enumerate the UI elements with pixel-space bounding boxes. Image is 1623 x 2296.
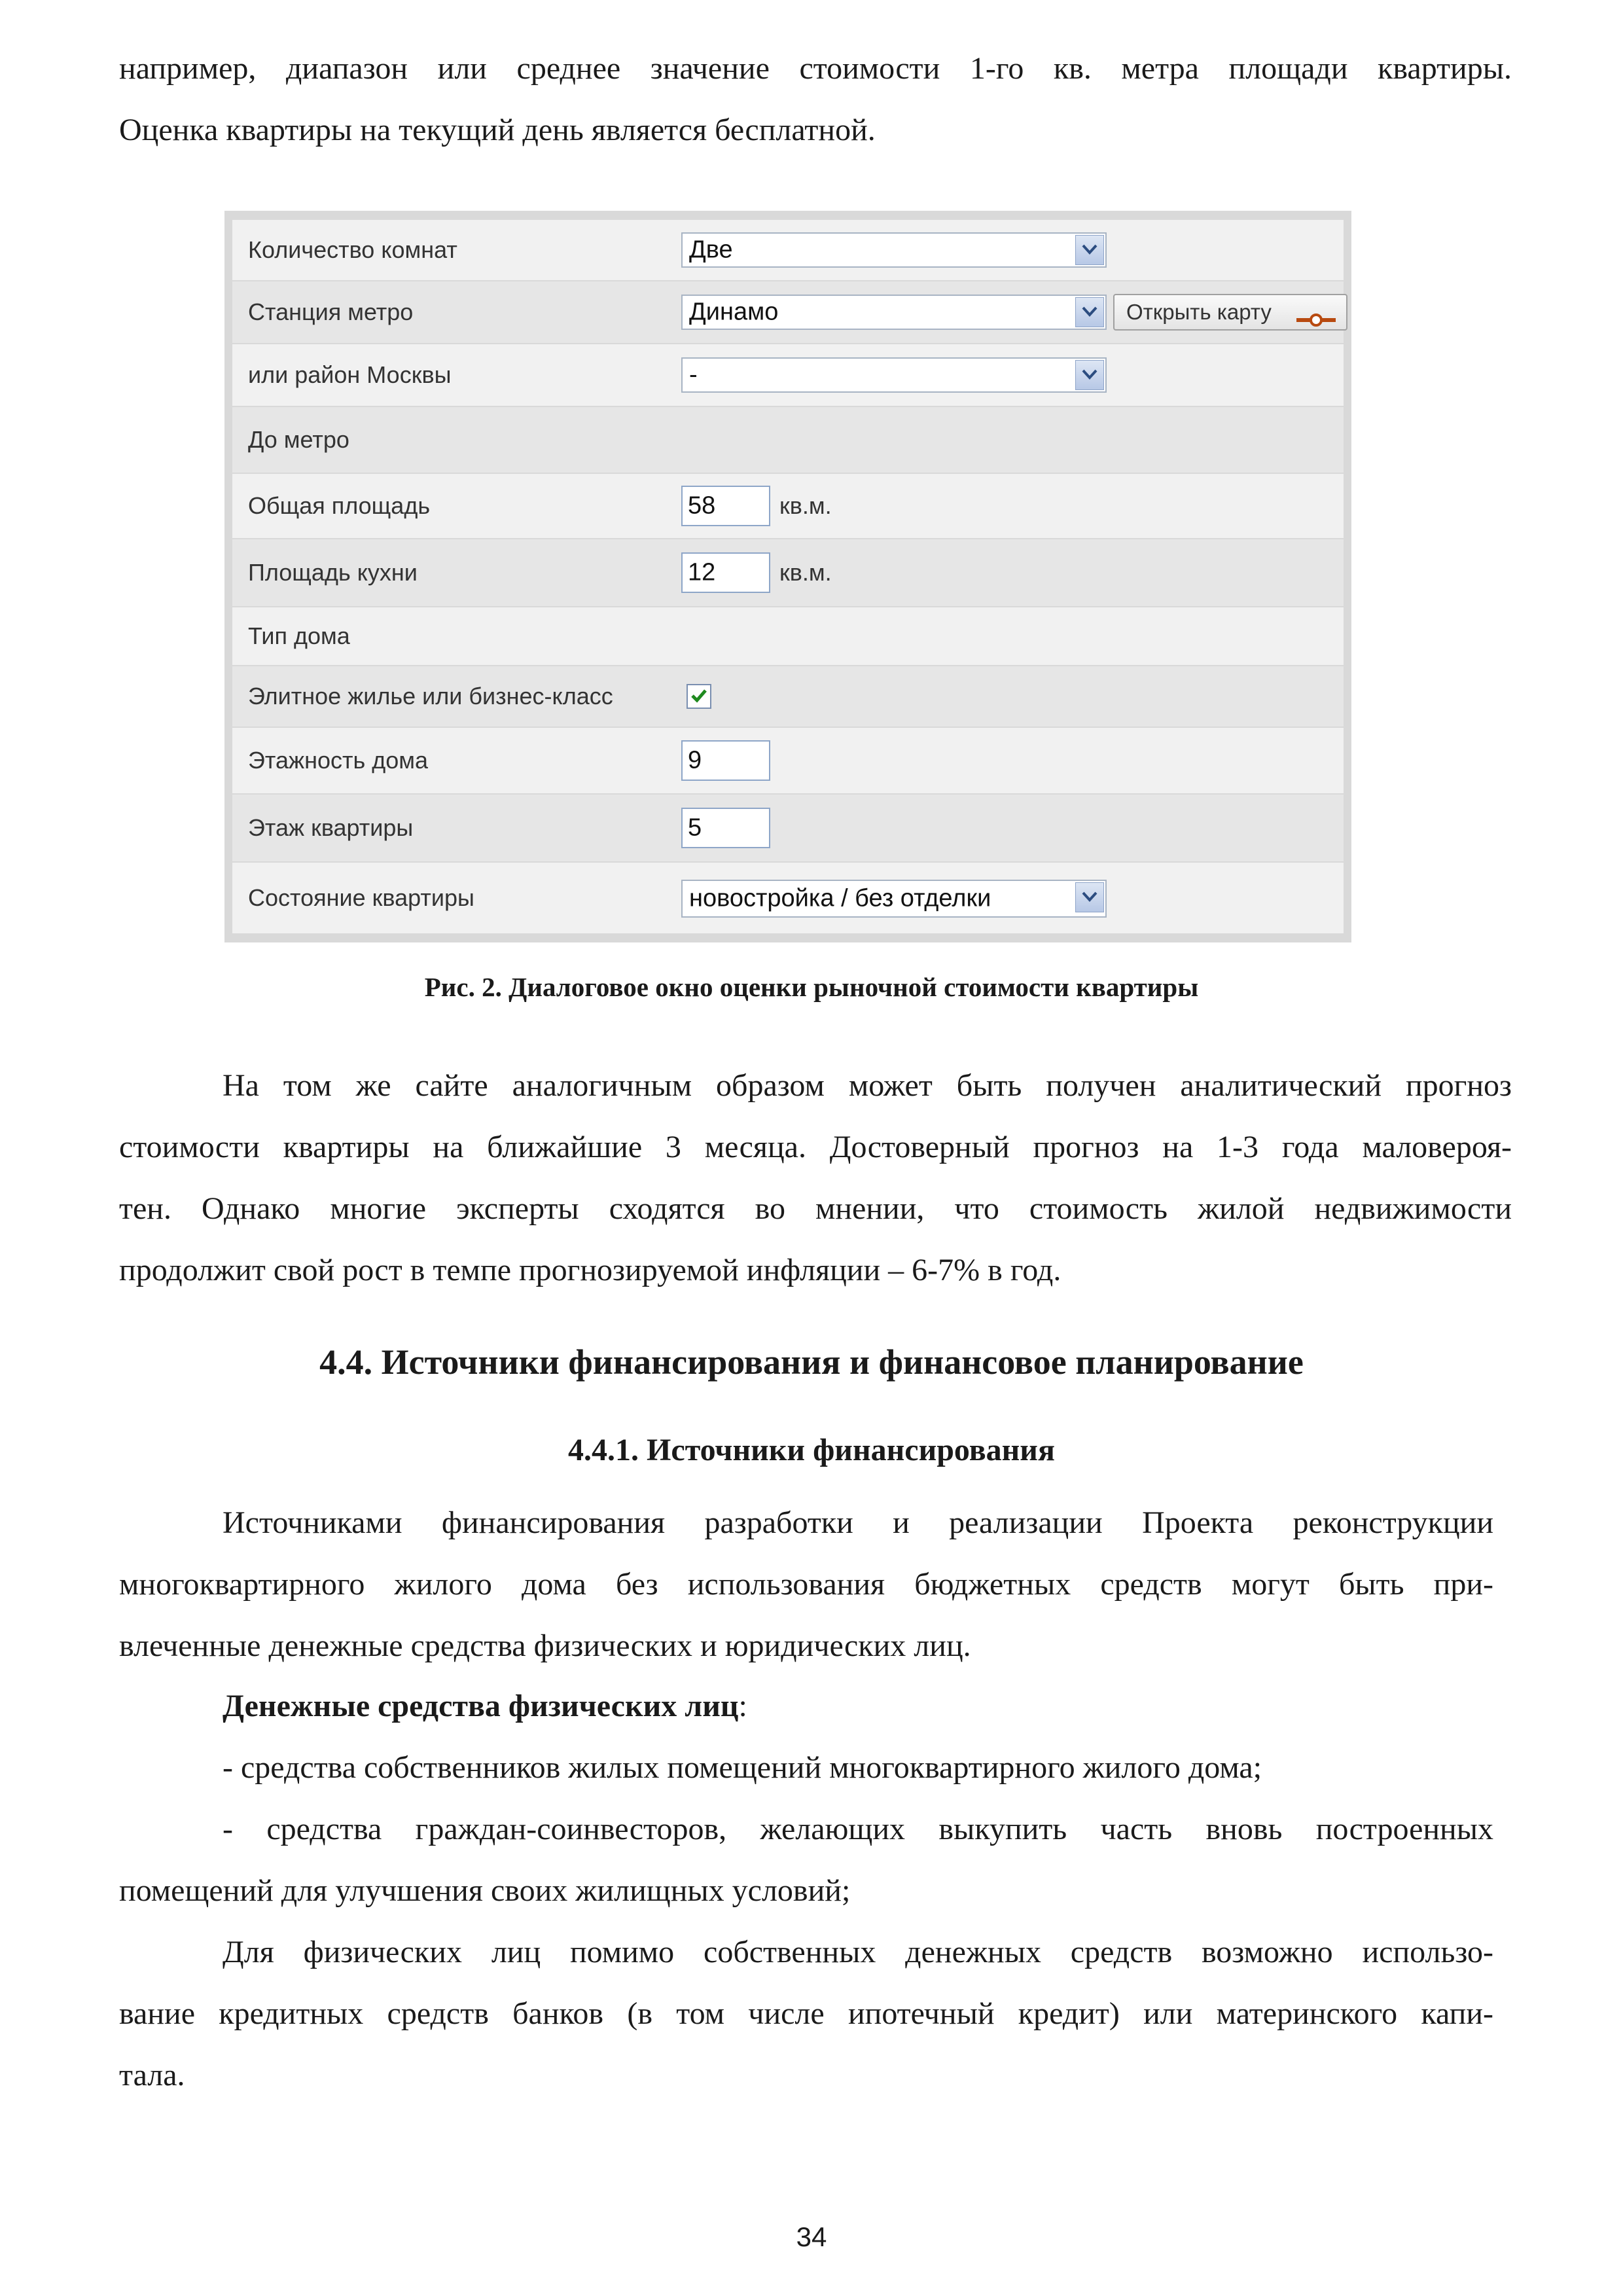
condition-label: Состояние квартиры xyxy=(248,884,474,911)
rooms-row xyxy=(232,220,1344,280)
metro-select[interactable] xyxy=(681,295,1107,330)
kitchen-area-value: 12 xyxy=(688,558,716,586)
paragraph-line: На том же сайте аналогичным образом может быть получен аналитический прогноз xyxy=(223,1068,1512,1103)
credit-paragraph xyxy=(119,1922,1493,2106)
floor-value: 5 xyxy=(688,814,702,842)
floors-value: 9 xyxy=(688,746,702,774)
paragraph-line: Источниками финансирования разработки и реализации Проекта реконструкции xyxy=(223,1505,1493,1540)
list-item-line: помещений для улучшения своих жилищных условий; xyxy=(119,1873,851,1908)
kitchen-area-row xyxy=(232,539,1344,606)
figure-caption: Рис. 2. Диалоговое окно оценки рыночной стоимости квартиры xyxy=(424,972,1199,1002)
to-metro-label: До метро xyxy=(248,426,349,453)
chevron-down-icon xyxy=(1075,235,1104,265)
floor-row xyxy=(232,795,1344,861)
condition-row xyxy=(232,863,1344,933)
rooms-label: Количество комнат xyxy=(248,236,457,263)
total-area-label: Общая площадь xyxy=(248,492,431,519)
elite-row xyxy=(232,666,1344,726)
apartment-valuation-form xyxy=(224,211,1351,942)
total-area-unit: кв.м. xyxy=(779,492,832,519)
district-row xyxy=(232,344,1344,406)
to-metro-row xyxy=(232,407,1344,473)
total-area-input[interactable] xyxy=(681,486,770,526)
metro-value: Динамо xyxy=(689,298,779,326)
checkmark-icon xyxy=(690,687,708,705)
kitchen-area-label: Площадь кухни xyxy=(248,559,418,586)
paragraph-line: тен. Однако многие эксперты сходятся во мнении, что стоимость жилой недвижимости xyxy=(119,1191,1512,1226)
chevron-down-icon xyxy=(1075,882,1104,912)
financing-paragraph xyxy=(119,1492,1493,1677)
paragraph-line: многоквартирного жилого дома без использования бюджетных средств могут быть при- xyxy=(119,1567,1493,1602)
open-map-button[interactable] xyxy=(1113,294,1347,331)
district-label: или район Москвы xyxy=(248,361,452,388)
subsection-heading: 4.4.1. Источники финансирования xyxy=(568,1433,1055,1467)
intro-line: Оценка квартиры на текущий день является бесплатной. xyxy=(119,113,876,147)
list-item xyxy=(119,1799,1493,1922)
house-type-label: Тип дома xyxy=(248,622,350,649)
intro-paragraph xyxy=(119,38,1512,161)
condition-value: новостройка / без отделки xyxy=(689,884,991,912)
condition-select[interactable] xyxy=(681,880,1107,918)
paragraph-line: Для физических лиц помимо собственных денежных средств возможно использо- xyxy=(223,1935,1493,1969)
map-slider-icon xyxy=(1296,307,1336,332)
total-area-row xyxy=(232,474,1344,538)
paragraph-line: вание кредитных средств банков (в том числе ипотечный кредит) или материнского капи- xyxy=(119,1996,1493,2031)
kitchen-area-unit: кв.м. xyxy=(779,559,832,586)
paragraph-line: стоимости квартиры на ближайшие 3 месяца. Достоверный прогноз на 1-3 года маловероя- xyxy=(119,1130,1512,1164)
house-type-row xyxy=(232,607,1344,665)
elite-checkbox[interactable] xyxy=(687,684,711,709)
floors-label: Этажность дома xyxy=(248,747,429,774)
intro-line: например, диапазон или среднее значение стоимости 1-го кв. метра площади квартиры. xyxy=(119,51,1512,86)
floors-row xyxy=(232,728,1344,793)
paragraph-line: продолжит свой рост в темпе прогнозируемой инфляции – 6-7% в год. xyxy=(119,1253,1061,1287)
floor-label: Этаж квартиры xyxy=(248,814,414,841)
list-item xyxy=(119,1737,1512,1799)
forecast-paragraph xyxy=(119,1055,1512,1301)
paragraph-line: тала. xyxy=(119,2058,185,2092)
rooms-value: Две xyxy=(689,236,733,264)
paragraph-line: влеченные денежные средства физических и юридических лиц. xyxy=(119,1628,971,1663)
open-map-label: Открыть карту xyxy=(1126,300,1272,324)
rooms-select[interactable] xyxy=(681,232,1107,268)
chevron-down-icon xyxy=(1075,297,1104,327)
total-area-value: 58 xyxy=(688,492,716,520)
list-item-text: - средства собственников жилых помещений многоквартирного жилого дома; xyxy=(223,1750,1262,1785)
floors-input[interactable] xyxy=(681,740,770,781)
chevron-down-icon xyxy=(1075,360,1104,390)
individuals-title: Денежные средства физических лиц xyxy=(223,1689,739,1723)
district-select[interactable] xyxy=(681,357,1107,393)
page-number: 34 xyxy=(796,2221,827,2252)
metro-row xyxy=(232,281,1344,343)
metro-label: Станция метро xyxy=(248,298,414,325)
elite-label: Элитное жилье или бизнес-класс xyxy=(248,683,613,709)
kitchen-area-input[interactable] xyxy=(681,552,770,593)
list-item-line: - средства граждан-соинвесторов, желающих выкупить часть вновь построенных xyxy=(223,1812,1493,1846)
individuals-heading xyxy=(119,1676,1512,1737)
section-heading: 4.4. Источники финансирования и финансовое планирование xyxy=(319,1342,1304,1382)
individuals-colon: : xyxy=(738,1689,747,1723)
district-value: - xyxy=(689,361,698,389)
floor-input[interactable] xyxy=(681,808,770,848)
